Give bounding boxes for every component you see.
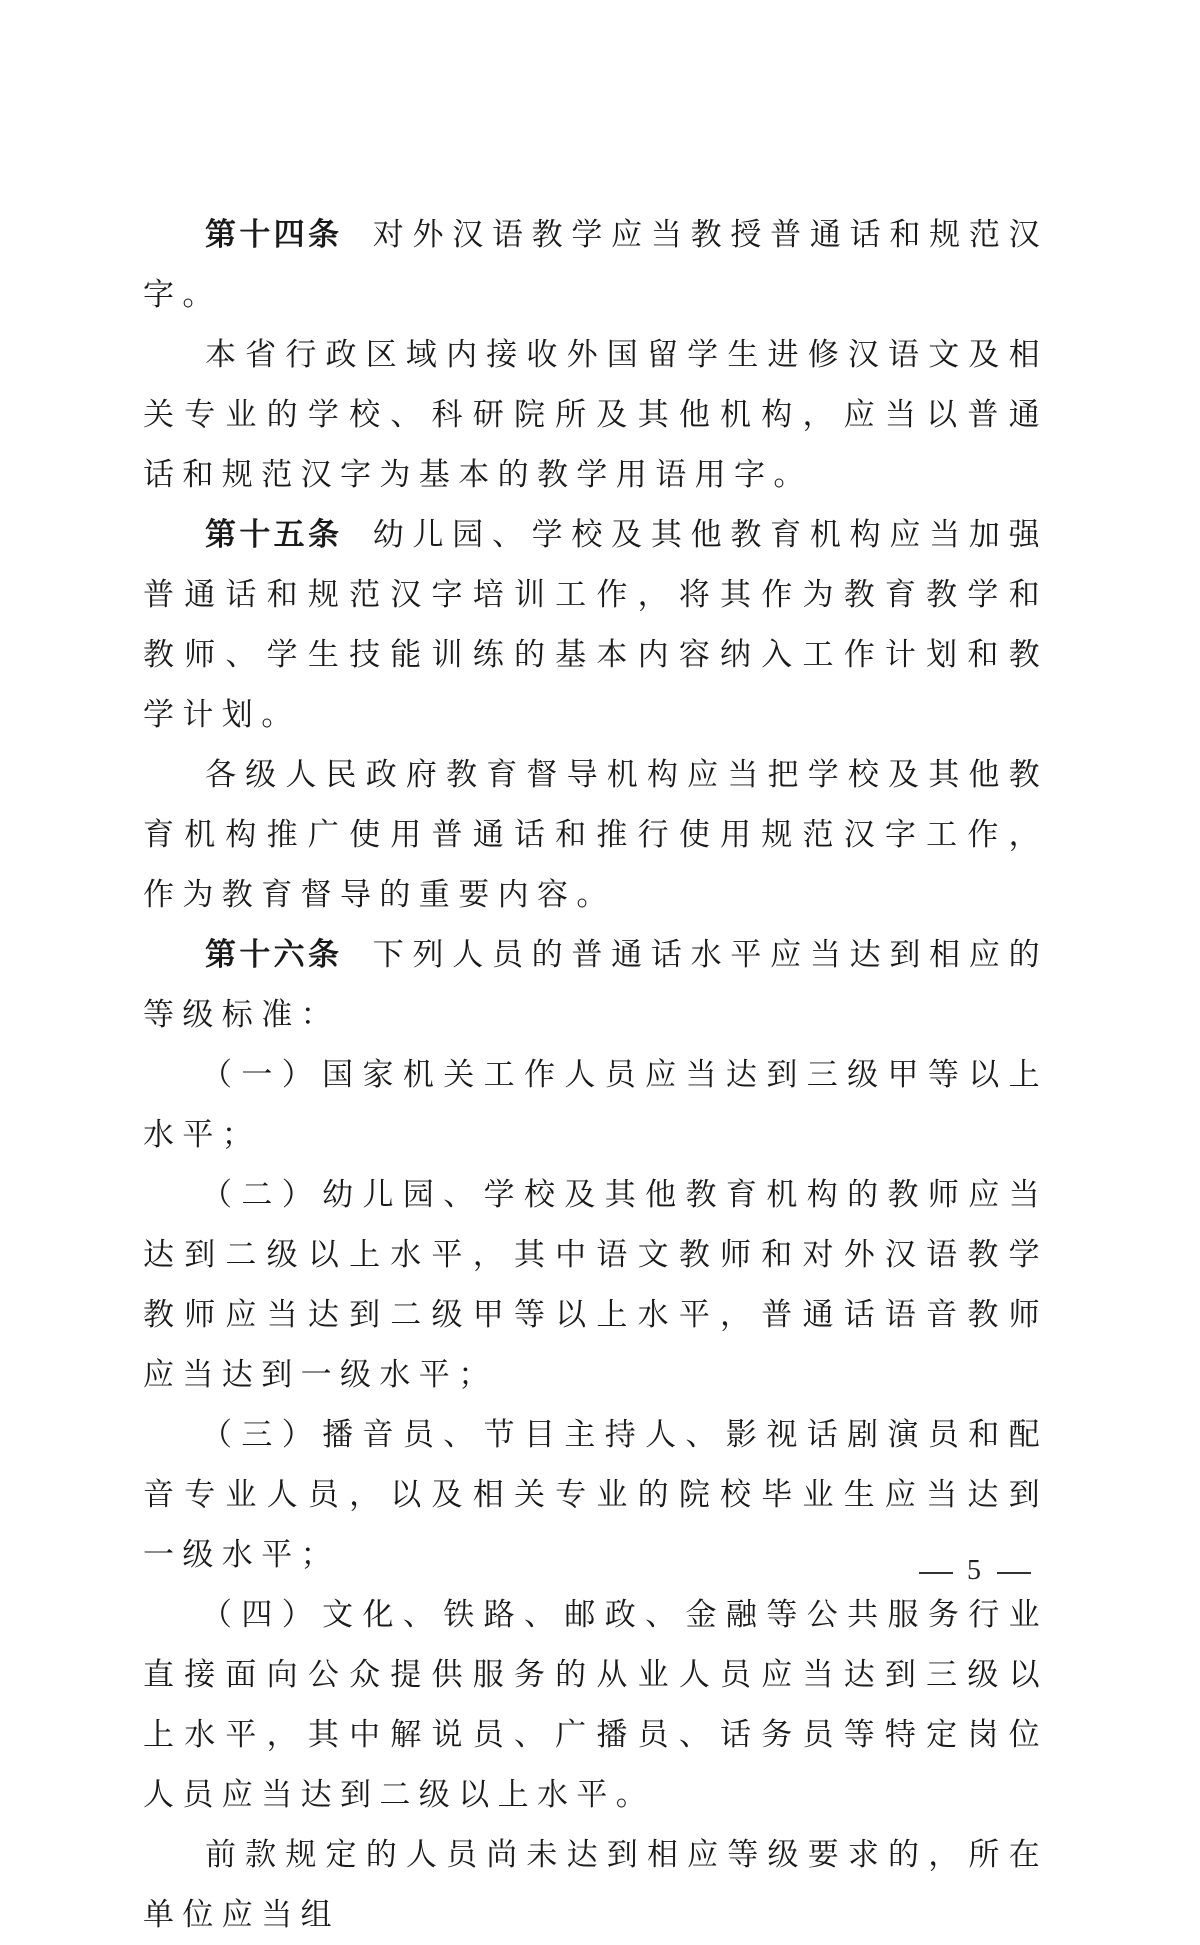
article-15-paragraph [143, 505, 1048, 745]
article-16-text: 下列人员的普通话水平应当达到相应的等级标准： [143, 937, 1048, 1033]
page-number-dash-right [997, 1572, 1031, 1574]
article-14-paragraph [143, 205, 1048, 325]
article-14-label: 第十四条 [205, 217, 343, 253]
article-15-label: 第十五条 [205, 517, 343, 553]
article-16-final-paragraph: 前款规定的人员尚未达到相应等级要求的，所在单位应当组 [143, 1837, 1048, 1933]
document-body [143, 205, 1048, 1945]
article-16-item-4: （四）文化、铁路、邮政、金融等公共服务行业直接面向公众提供服务的从业人员应当达到三级以上水平，其中解说员、广播员、话务员等特定岗位人员应当达到二级以上水平。 [143, 1597, 1048, 1813]
article-14-text: 对外汉语教学应当教授普通话和规范汉字。 [143, 217, 1048, 313]
article-16-item-1: （一）国家机关工作人员应当达到三级甲等以上水平； [143, 1057, 1048, 1153]
article-14-paragraph-2: 本省行政区域内接收外国留学生进修汉语文及相关专业的学校、科研院所及其他机构，应当以普通话和规范汉字为基本的教学用语用字。 [143, 337, 1048, 493]
page-number [905, 1555, 1045, 1587]
page-number-value: 5 [967, 1555, 983, 1586]
article-15-paragraph-2: 各级人民政府教育督导机构应当把学校及其他教育机构推广使用普通话和推行使用规范汉字工作，作为教育督导的重要内容。 [143, 757, 1048, 913]
article-16-item-2: （二）幼儿园、学校及其他教育机构的教师应当达到二级以上水平，其中语文教师和对外汉语教学教师应当达到二级甲等以上水平，普通话语音教师应当达到一级水平； [143, 1177, 1048, 1393]
article-15-text: 幼儿园、学校及其他教育机构应当加强普通话和规范汉字培训工作，将其作为教育教学和教师、学生技能训练的基本内容纳入工作计划和教学计划。 [143, 517, 1048, 733]
page-number-dash-left [919, 1572, 953, 1574]
article-16-item-3: （三）播音员、节目主持人、影视话剧演员和配音专业人员，以及相关专业的院校毕业生应当达到一级水平； [143, 1417, 1048, 1573]
article-16-paragraph [143, 925, 1048, 1045]
article-16-label: 第十六条 [205, 937, 343, 973]
